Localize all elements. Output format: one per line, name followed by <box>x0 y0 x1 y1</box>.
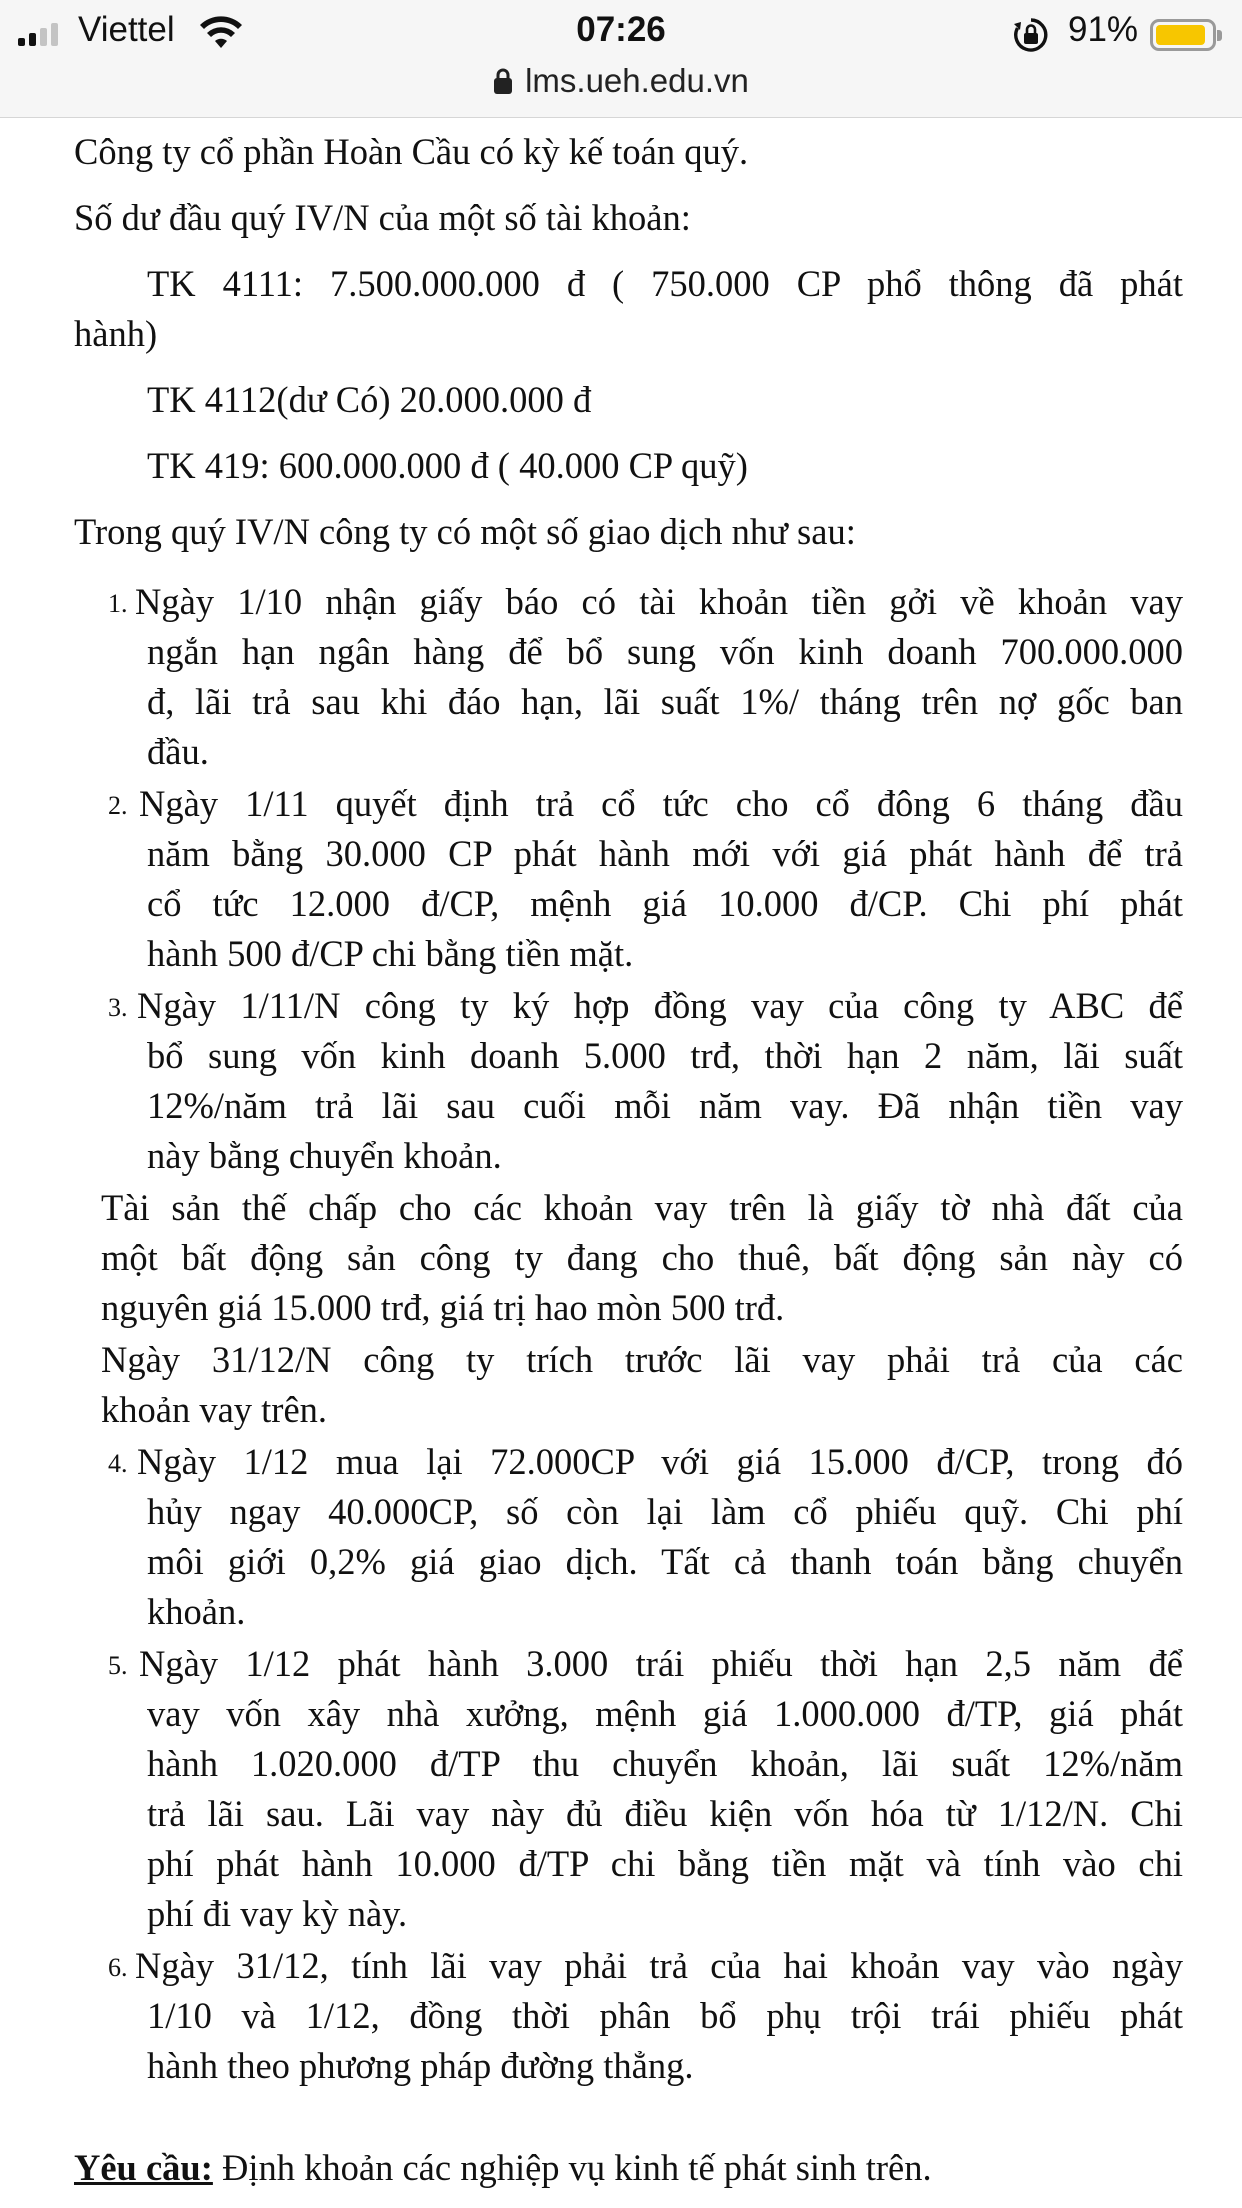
account-419: TK 419: 600.000.000 đ ( 40.000 CP quỹ) <box>147 445 748 486</box>
item-3-line-3: 12%/năm trả lãi sau cuối mỗi năm vay. Đã nhận tiền vay <box>147 1085 1183 1126</box>
item-4-line-1: Ngày 1/12 mua lại 72.000CP với giá 15.000 đ/CP, trong đó <box>137 1441 1183 1482</box>
item-3-line-4: này bằng chuyển khoản. <box>147 1135 502 1176</box>
item-5-line-1: Ngày 1/12 phát hành 3.000 trái phiếu thời hạn 2,5 năm để <box>139 1643 1183 1684</box>
transactions-heading: Trong quý IV/N công ty có một số giao dịch như sau: <box>74 511 856 552</box>
document-body <box>0 118 1242 2208</box>
item-5-line-4: trả lãi sau. Lãi vay này đủ điều kiện vốn hóa từ 1/12/N. Chi <box>147 1793 1183 1834</box>
accrual-line-1: Ngày 31/12/N công ty trích trước lãi vay phải trả của các <box>101 1339 1183 1380</box>
item-5-line-3: hành 1.020.000 đ/TP thu chuyển khoản, lãi suất 12%/năm <box>147 1743 1183 1784</box>
item-1-line-1: Ngày 1/10 nhận giấy báo có tài khoản tiền gởi về khoản vay <box>135 581 1183 622</box>
item-1-line-3: đ, lãi trả sau khi đáo hạn, lãi suất 1%/ tháng trên nợ gốc ban <box>147 681 1183 722</box>
item-5-line-6: phí đi vay kỳ này. <box>147 1893 408 1934</box>
item-4-line-3: môi giới 0,2% giá giao dịch. Tất cả thanh toán bằng chuyển <box>147 1541 1183 1582</box>
item-2-line-1: Ngày 1/11 quyết định trả cổ tức cho cổ đông 6 tháng đầu <box>139 783 1183 824</box>
opening-balances-heading: Số dư đầu quý IV/N của một số tài khoản: <box>74 197 691 238</box>
collateral-line-3: nguyên giá 15.000 trđ, giá trị hao mòn 500 trđ. <box>101 1287 785 1328</box>
battery-percent: 91% <box>1068 10 1139 49</box>
item-1-line-2: ngắn hạn ngân hàng để bổ sung vốn kinh doanh 700.000.000 <box>147 631 1183 672</box>
item-6-number: 6. <box>108 1953 128 1982</box>
item-4-line-2: hủy ngay 40.000CP, số còn lại làm cổ phiếu quỹ. Chi phí <box>147 1491 1183 1532</box>
item-6-line-2: 1/10 và 1/12, đồng thời phân bổ phụ trội trái phiếu phát <box>147 1995 1183 2036</box>
account-4112: TK 4112(dư Có) 20.000.000 đ <box>147 379 592 420</box>
address-bar[interactable] <box>0 56 1242 106</box>
orientation-lock-icon <box>1012 16 1050 54</box>
browser-chrome <box>0 0 1242 118</box>
url-text: lms.ueh.edu.vn <box>525 62 749 99</box>
requirement-label: Yêu cầu: <box>74 2147 213 2188</box>
account-4111-line-1: TK 4111: 7.500.000.000 đ ( 750.000 CP phổ thông đã phát <box>147 263 1183 304</box>
item-6-line-1: Ngày 31/12, tính lãi vay phải trả của hai khoản vay vào ngày <box>135 1945 1183 1986</box>
item-5-line-2: vay vốn xây nhà xưởng, mệnh giá 1.000.000 đ/TP, giá phát <box>147 1693 1183 1734</box>
item-2-line-4: hành 500 đ/CP chi bằng tiền mặt. <box>147 933 634 974</box>
item-3-line-2: bổ sung vốn kinh doanh 5.000 trđ, thời hạn 2 năm, lãi suất <box>147 1035 1183 1076</box>
intro-text: Công ty cổ phần Hoàn Cầu có kỳ kế toán quý. <box>74 131 749 172</box>
item-2-number: 2. <box>108 791 128 820</box>
item-1-line-4: đầu. <box>147 731 209 772</box>
collateral-line-2: một bất động sản công ty đang cho thuê, bất động sản này có <box>101 1237 1183 1278</box>
battery-icon <box>1150 19 1216 51</box>
clock: 07:26 <box>576 10 666 49</box>
requirement <box>74 2144 932 2192</box>
padlock-icon <box>493 67 513 95</box>
status-bar <box>0 6 1242 62</box>
account-4111-line-2: hành) <box>74 313 158 354</box>
item-4-line-4: khoản. <box>147 1591 246 1632</box>
item-1-number: 1. <box>108 589 128 618</box>
item-2-line-3: cổ tức 12.000 đ/CP, mệnh giá 10.000 đ/CP. Chi phí phát <box>147 883 1183 924</box>
item-3-number: 3. <box>108 993 128 1022</box>
collateral-line-1: Tài sản thế chấp cho các khoản vay trên là giấy tờ nhà đất của <box>101 1187 1183 1228</box>
carrier-name: Viettel <box>78 10 175 49</box>
item-5-line-5: phí phát hành 10.000 đ/TP chi bằng tiền mặt và tính vào chi <box>147 1843 1183 1884</box>
battery-fill <box>1156 25 1205 45</box>
item-3-line-1: Ngày 1/11/N công ty ký hợp đồng vay của công ty ABC để <box>137 985 1183 1026</box>
item-4-number: 4. <box>108 1449 128 1478</box>
item-5-number: 5. <box>108 1651 128 1680</box>
item-6-line-3: hành theo phương pháp đường thẳng. <box>147 2045 694 2086</box>
accrual-line-2: khoản vay trên. <box>101 1389 328 1430</box>
item-2-line-2: năm bằng 30.000 CP phát hành mới với giá phát hành để trả <box>147 833 1183 874</box>
requirement-text: Định khoản các nghiệp vụ kinh tế phát sinh trên. <box>212 2147 932 2188</box>
